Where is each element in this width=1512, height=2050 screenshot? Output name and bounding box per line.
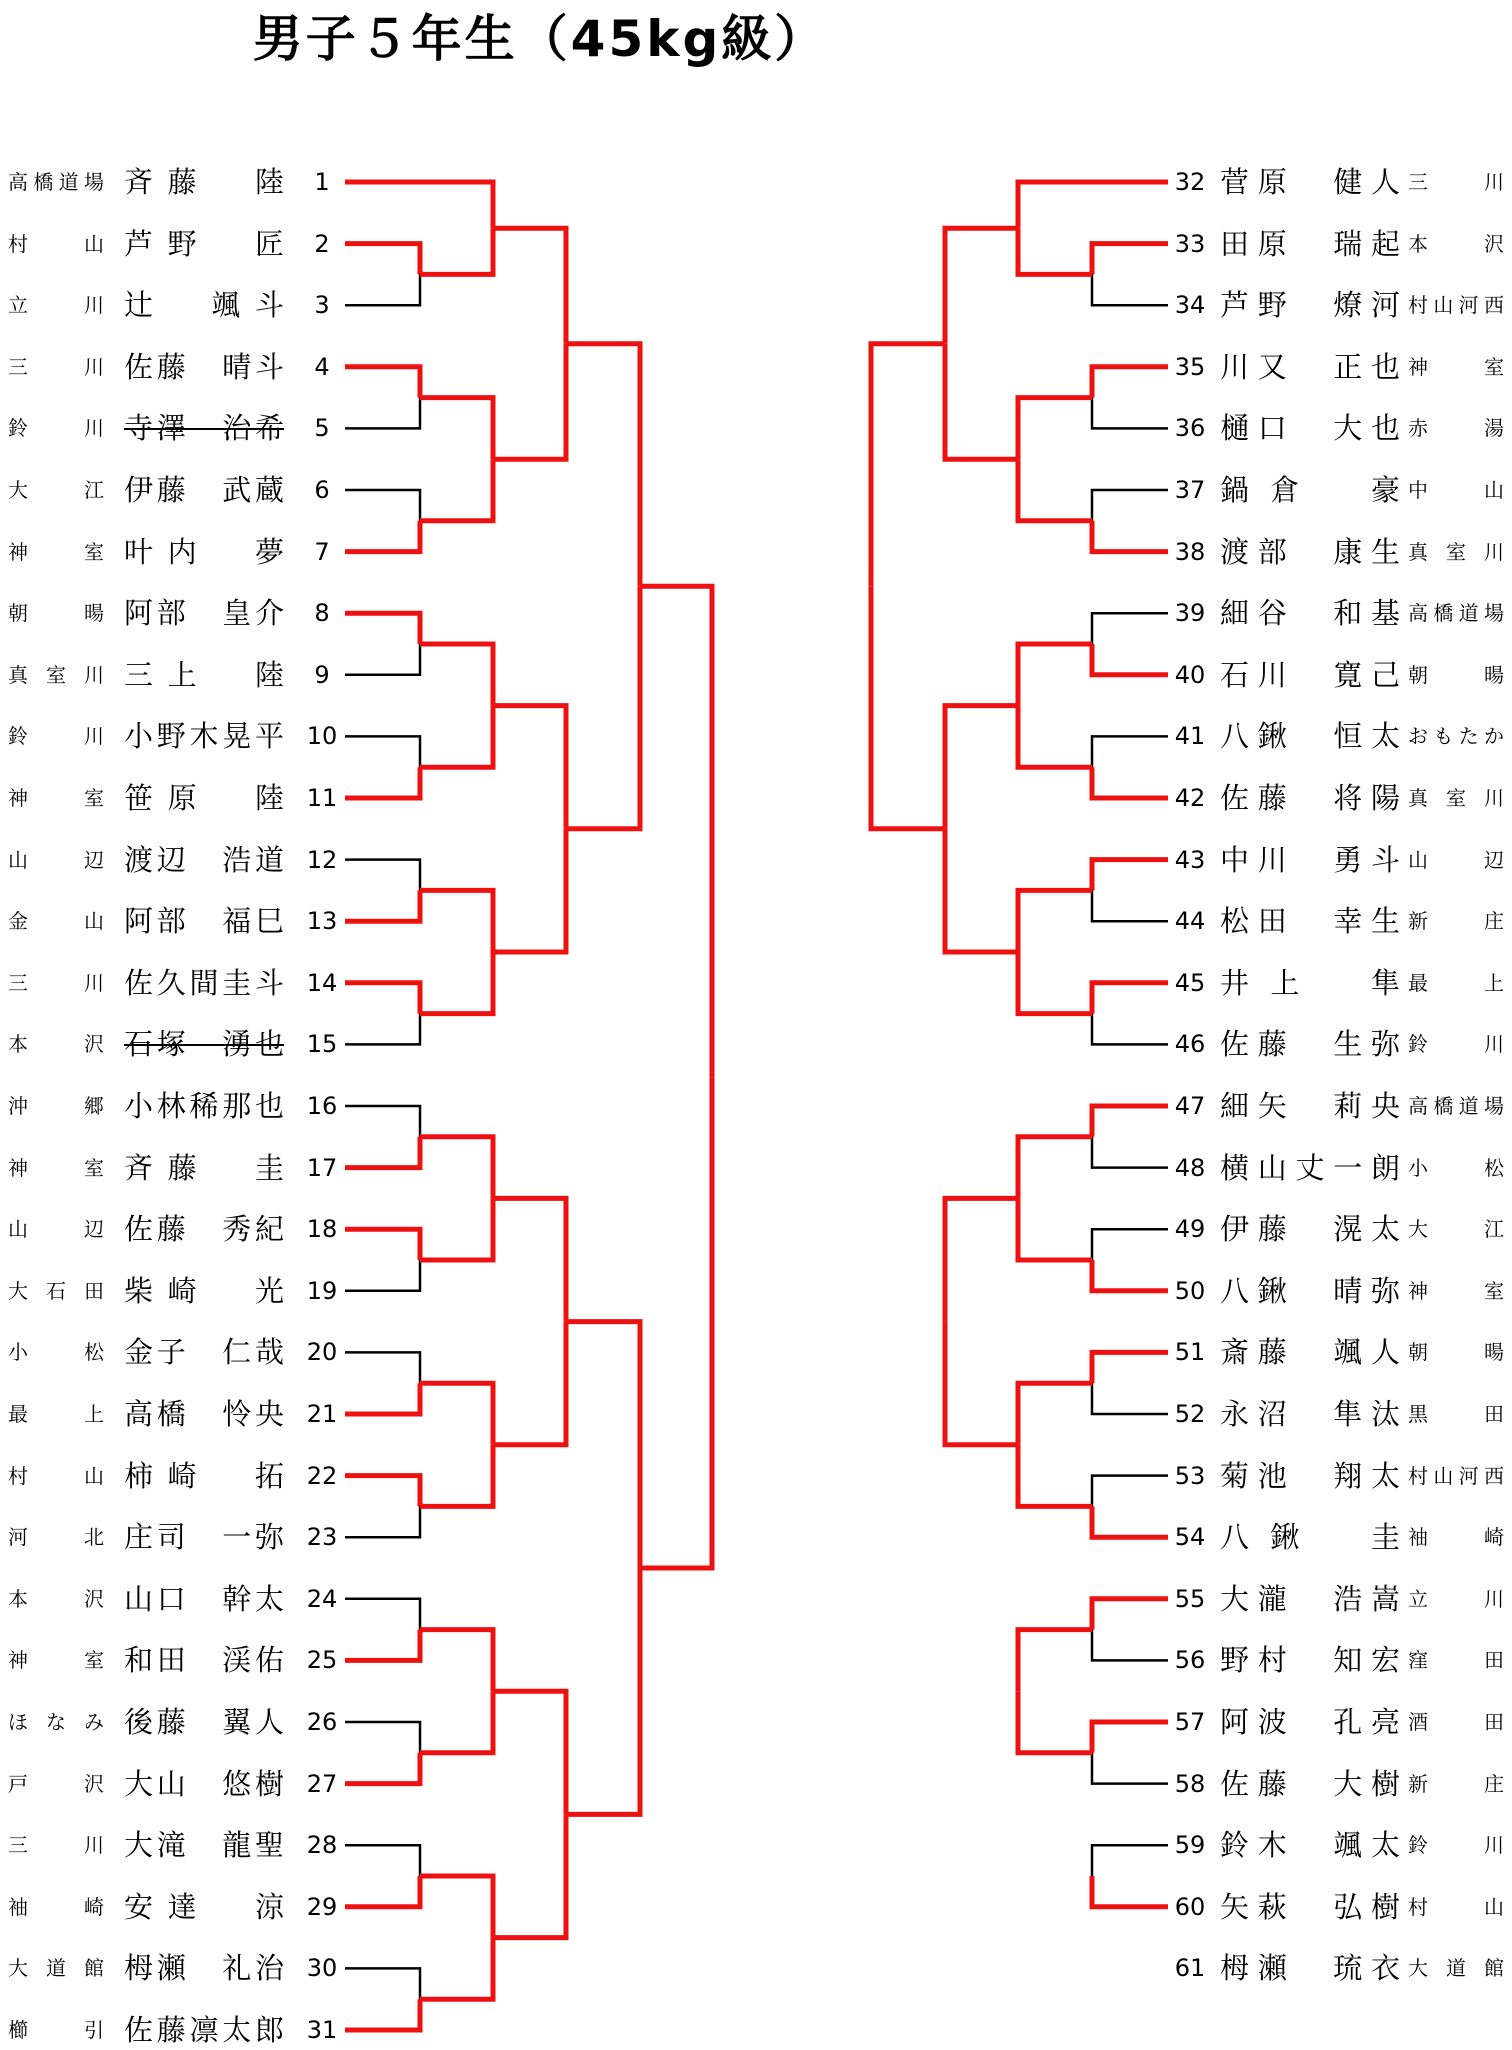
bracket-line bbox=[871, 586, 945, 829]
seed-number: 47 bbox=[1174, 1092, 1206, 1120]
bracket-line bbox=[1018, 228, 1092, 274]
seed-number: 29 bbox=[306, 1892, 338, 1921]
club-name: 河北 bbox=[8, 1525, 104, 1550]
bracket-line bbox=[1092, 1260, 1168, 1291]
club-name: 三川 bbox=[1408, 170, 1504, 194]
club-name: 最上 bbox=[8, 1402, 104, 1426]
bracket-line bbox=[345, 398, 420, 429]
bracket-line bbox=[1092, 1352, 1168, 1383]
seed-number: 37 bbox=[1174, 476, 1206, 504]
bracket-line bbox=[1092, 1137, 1168, 1168]
club-name: 鈴川 bbox=[8, 724, 104, 749]
player-name: 佐藤凛太郎 bbox=[124, 2013, 284, 2047]
seed-number: 24 bbox=[306, 1584, 338, 1613]
player-name: 菅原 健人 bbox=[1220, 165, 1400, 199]
player-name: 佐久間圭斗 bbox=[124, 965, 284, 1000]
club-name: 神室 bbox=[8, 1155, 104, 1180]
player-name: 柴崎 光 bbox=[124, 1273, 284, 1308]
bracket-line bbox=[493, 1691, 566, 1814]
seed-number: 30 bbox=[306, 1954, 338, 1983]
seed-number: 32 bbox=[1174, 168, 1206, 196]
bracket-line bbox=[1092, 767, 1168, 798]
player-name: 安達 涼 bbox=[124, 1889, 284, 1924]
bracket-line bbox=[493, 706, 566, 829]
club-name: 黒田 bbox=[1408, 1402, 1504, 1426]
player-name: 辻 颯斗 bbox=[124, 288, 284, 323]
club-name: 朝暘 bbox=[8, 601, 104, 626]
club-name: ほなみ bbox=[8, 1710, 104, 1734]
club-name: 戸沢 bbox=[8, 1771, 104, 1796]
club-name: 櫛引 bbox=[8, 2018, 104, 2042]
seed-number: 59 bbox=[1174, 1831, 1206, 1860]
seed-number: 38 bbox=[1174, 537, 1206, 566]
bracket-line bbox=[345, 767, 420, 798]
bracket-line bbox=[345, 983, 420, 1014]
bracket-line bbox=[345, 367, 420, 398]
player-name: 高橋 怜央 bbox=[124, 1397, 284, 1431]
player-name: 芦野 燎河 bbox=[1220, 288, 1400, 323]
bracket-line bbox=[1092, 644, 1168, 675]
bracket-line bbox=[345, 1260, 420, 1291]
bracket-line bbox=[945, 1322, 1018, 1445]
bracket-line bbox=[1092, 1229, 1168, 1260]
club-name: 袖崎 bbox=[1408, 1525, 1504, 1550]
bracket-line bbox=[1018, 890, 1092, 952]
player-name: 大瀧 浩嵩 bbox=[1220, 1581, 1400, 1616]
bracket-line bbox=[1018, 459, 1092, 521]
player-name: 三上 陸 bbox=[124, 657, 284, 692]
bracket-line bbox=[345, 521, 420, 552]
seed-number: 52 bbox=[1174, 1400, 1206, 1428]
club-name: 山辺 bbox=[8, 847, 104, 872]
seed-number: 17 bbox=[306, 1153, 338, 1182]
player-name: 後藤 翼人 bbox=[124, 1705, 284, 1739]
player-name: 阿部 皇介 bbox=[124, 596, 284, 631]
player-name: 阿波 孔亮 bbox=[1220, 1705, 1400, 1739]
player-name: 井上 隼 bbox=[1220, 965, 1400, 1000]
seed-number: 49 bbox=[1174, 1215, 1206, 1244]
seed-number: 1 bbox=[314, 168, 330, 196]
bracket-line bbox=[420, 228, 493, 274]
bracket-line bbox=[420, 1630, 493, 1692]
player-name: 金子 仁哉 bbox=[124, 1335, 284, 1370]
seed-number: 16 bbox=[306, 1092, 338, 1120]
bracket-line bbox=[945, 1198, 1018, 1321]
seed-number: 44 bbox=[1174, 907, 1206, 936]
player-name: 佐藤 大樹 bbox=[1220, 1766, 1400, 1801]
club-name: 中山 bbox=[1408, 478, 1504, 502]
player-name: 八鍬 恒太 bbox=[1220, 719, 1400, 754]
bracket-line bbox=[420, 1876, 493, 1938]
bracket-line bbox=[1018, 1691, 1092, 1753]
seed-number: 14 bbox=[306, 968, 338, 997]
club-name: 村山河西 bbox=[1408, 1463, 1504, 1488]
bracket-line bbox=[1018, 398, 1092, 460]
club-name: 小松 bbox=[8, 1340, 104, 1365]
bracket-line bbox=[493, 1198, 566, 1321]
player-name: 伊藤 滉太 bbox=[1220, 1212, 1400, 1247]
bracket-line bbox=[1092, 1876, 1168, 1907]
bracket-line bbox=[420, 1383, 493, 1445]
bracket-line bbox=[1092, 613, 1168, 644]
club-name: 三川 bbox=[8, 970, 104, 995]
bracket-line bbox=[420, 952, 493, 1014]
club-name: 新庄 bbox=[1408, 909, 1504, 934]
seed-number: 34 bbox=[1174, 291, 1206, 320]
club-name: 山辺 bbox=[8, 1217, 104, 1242]
bracket-line bbox=[1092, 736, 1168, 767]
club-name: 赤湯 bbox=[1408, 416, 1504, 441]
bracket-line bbox=[871, 344, 945, 587]
seed-number: 18 bbox=[306, 1215, 338, 1244]
seed-number: 19 bbox=[306, 1276, 338, 1305]
seed-number: 7 bbox=[314, 537, 330, 566]
seed-number: 61 bbox=[1174, 1954, 1206, 1983]
seed-number: 35 bbox=[1174, 352, 1206, 381]
seed-number: 40 bbox=[1174, 660, 1206, 689]
seed-number: 27 bbox=[306, 1769, 338, 1798]
seed-number: 6 bbox=[314, 476, 330, 504]
bracket-line bbox=[345, 1106, 420, 1137]
bracket-line bbox=[945, 706, 1018, 829]
bracket-line bbox=[345, 860, 420, 891]
club-name: 大江 bbox=[1408, 1217, 1504, 1242]
seed-number: 31 bbox=[306, 2016, 338, 2044]
seed-number: 55 bbox=[1174, 1584, 1206, 1613]
bracket-line bbox=[1092, 490, 1168, 521]
bracket-line bbox=[420, 1137, 493, 1199]
bracket-line bbox=[345, 736, 420, 767]
club-name: 村山 bbox=[1408, 1894, 1504, 1919]
player-name: 阿部 福巳 bbox=[124, 904, 284, 939]
club-name: 村山 bbox=[8, 231, 104, 256]
seed-number: 23 bbox=[306, 1523, 338, 1552]
bracket-line bbox=[420, 398, 493, 460]
seed-number: 20 bbox=[306, 1338, 338, 1367]
player-name: 細谷 和基 bbox=[1220, 596, 1400, 631]
club-name: 神室 bbox=[8, 786, 104, 810]
player-name: 永沼 隼汰 bbox=[1220, 1397, 1400, 1431]
seed-number: 12 bbox=[306, 845, 338, 874]
bracket-line bbox=[345, 1137, 420, 1168]
player-name: 中川 勇斗 bbox=[1220, 842, 1400, 877]
player-name: 柿崎 拓 bbox=[124, 1458, 284, 1493]
club-name: 神室 bbox=[1408, 1278, 1504, 1303]
club-name: 沖郷 bbox=[8, 1094, 104, 1118]
player-name: 伊藤 武蔵 bbox=[124, 473, 284, 507]
seed-number: 36 bbox=[1174, 414, 1206, 443]
bracket-line bbox=[1092, 1476, 1168, 1507]
bracket-line bbox=[420, 890, 493, 952]
seed-number: 25 bbox=[306, 1646, 338, 1675]
bracket-line bbox=[1018, 1445, 1092, 1507]
bracket-line bbox=[1092, 1753, 1168, 1784]
seed-number: 50 bbox=[1174, 1276, 1206, 1305]
bracket-line bbox=[345, 1352, 420, 1383]
club-name: 小松 bbox=[1408, 1155, 1504, 1180]
player-name: 野村 知宏 bbox=[1220, 1643, 1400, 1678]
club-name: 本沢 bbox=[8, 1586, 104, 1611]
bracket-line bbox=[420, 1198, 493, 1260]
seed-number: 22 bbox=[306, 1461, 338, 1490]
bracket-line bbox=[345, 1630, 420, 1661]
club-name: 袖崎 bbox=[8, 1894, 104, 1919]
seed-number: 41 bbox=[1174, 722, 1206, 751]
seed-number: 10 bbox=[306, 722, 338, 751]
seed-number: 2 bbox=[314, 229, 330, 258]
seed-number: 48 bbox=[1174, 1153, 1206, 1182]
player-name: 大滝 龍聖 bbox=[124, 1828, 284, 1863]
bracket-line bbox=[1018, 706, 1092, 768]
bracket-line bbox=[1092, 1722, 1168, 1753]
player-name: 渡辺 浩道 bbox=[124, 842, 284, 877]
player-name: 鈴木 颯太 bbox=[1220, 1828, 1400, 1863]
player-name: 田原 瑞起 bbox=[1220, 226, 1400, 261]
bracket-line bbox=[945, 829, 1018, 952]
player-name: 佐藤 晴斗 bbox=[124, 349, 284, 384]
player-name: 和田 渓佑 bbox=[124, 1643, 284, 1678]
club-name: おもたか bbox=[1408, 724, 1504, 749]
bracket-line bbox=[345, 490, 420, 521]
bracket-line bbox=[1018, 644, 1092, 706]
club-name: 神室 bbox=[8, 1648, 104, 1673]
club-name: 朝暘 bbox=[1408, 1340, 1504, 1365]
bracket-line bbox=[1018, 1383, 1092, 1445]
seed-number: 51 bbox=[1174, 1338, 1206, 1367]
player-name: 斉藤 圭 bbox=[124, 1150, 284, 1185]
club-name: 神室 bbox=[1408, 354, 1504, 379]
club-name: 本沢 bbox=[8, 1032, 104, 1057]
player-name: 八鍬 晴弥 bbox=[1220, 1273, 1400, 1308]
player-name: 矢萩 弘樹 bbox=[1220, 1889, 1400, 1924]
club-name: 真室川 bbox=[8, 662, 104, 687]
bracket-line bbox=[345, 1876, 420, 1907]
club-name: 本沢 bbox=[1408, 231, 1504, 256]
bracket-line bbox=[1092, 890, 1168, 921]
seed-number: 39 bbox=[1174, 599, 1206, 628]
club-name: 新庄 bbox=[1408, 1771, 1504, 1796]
bracket-line bbox=[1092, 1506, 1168, 1537]
bracket-line bbox=[1018, 1137, 1092, 1199]
player-name: 石川 寛己 bbox=[1220, 657, 1400, 692]
club-name: 窪田 bbox=[1408, 1648, 1504, 1673]
club-name: 金山 bbox=[8, 909, 104, 934]
bracket-line bbox=[1092, 1845, 1168, 1876]
bracket-line bbox=[345, 1999, 420, 2030]
player-name: 笹原 陸 bbox=[124, 781, 284, 815]
club-name: 三川 bbox=[8, 1833, 104, 1858]
bracket-line bbox=[345, 1506, 420, 1537]
player-name: 松田 幸生 bbox=[1220, 904, 1400, 939]
seed-number: 57 bbox=[1174, 1708, 1206, 1736]
bracket-line bbox=[1018, 1198, 1092, 1260]
bracket-line bbox=[1092, 983, 1168, 1014]
bracket-line bbox=[1092, 1599, 1168, 1630]
player-name: 叶内 夢 bbox=[124, 534, 284, 569]
bracket-line bbox=[345, 244, 420, 275]
bracket-line bbox=[493, 344, 566, 460]
player-name: 斎藤 颯人 bbox=[1220, 1335, 1400, 1370]
bracket-line bbox=[1092, 367, 1168, 398]
bracket-line bbox=[566, 1322, 640, 1568]
bracket-line bbox=[1092, 274, 1168, 305]
seed-number: 13 bbox=[306, 907, 338, 936]
player-name: 芦野 匠 bbox=[124, 226, 284, 261]
bracket-title: 男子５年生（45kg級） bbox=[252, 10, 828, 68]
bracket-line bbox=[1092, 244, 1168, 275]
player-name: 菊池 翔太 bbox=[1220, 1458, 1400, 1493]
bracket-line bbox=[345, 613, 420, 644]
bracket-line bbox=[345, 1968, 420, 1999]
seed-number: 60 bbox=[1174, 1892, 1206, 1921]
club-name: 立川 bbox=[1408, 1586, 1504, 1611]
club-name: 朝暘 bbox=[1408, 662, 1504, 687]
club-name: 酒田 bbox=[1408, 1710, 1504, 1734]
club-name: 高橋道場 bbox=[1408, 1094, 1504, 1118]
bracket-line bbox=[493, 228, 566, 344]
player-name: 八鍬 圭 bbox=[1220, 1520, 1400, 1555]
club-name: 最上 bbox=[1408, 970, 1504, 995]
seed-number: 21 bbox=[306, 1400, 338, 1428]
player-name: 横山丈一朗 bbox=[1220, 1150, 1400, 1185]
player-name: 寺澤 治希 bbox=[124, 411, 284, 446]
bracket-line bbox=[1092, 398, 1168, 429]
seed-number: 11 bbox=[306, 784, 338, 812]
player-name: 渡部 康生 bbox=[1220, 534, 1400, 569]
seed-number: 5 bbox=[314, 414, 330, 443]
seed-number: 56 bbox=[1174, 1646, 1206, 1675]
seed-number: 45 bbox=[1174, 968, 1206, 997]
seed-number: 58 bbox=[1174, 1769, 1206, 1798]
seed-number: 4 bbox=[314, 352, 330, 381]
club-name: 神室 bbox=[8, 539, 104, 564]
bracket-line bbox=[420, 706, 493, 768]
player-name: 大山 悠樹 bbox=[124, 1766, 284, 1801]
seed-number: 46 bbox=[1174, 1030, 1206, 1059]
bracket-line bbox=[1092, 1383, 1168, 1414]
club-name: 真室川 bbox=[1408, 539, 1504, 564]
bracket-line bbox=[493, 829, 566, 952]
bracket-line bbox=[1092, 1106, 1168, 1137]
club-name: 高橋道場 bbox=[8, 170, 104, 194]
player-name: 川又 正也 bbox=[1220, 349, 1400, 384]
club-name: 山辺 bbox=[1408, 847, 1504, 872]
club-name: 鈴川 bbox=[8, 416, 104, 441]
player-name: 小野木晃平 bbox=[124, 719, 284, 754]
bracket-line bbox=[345, 1229, 420, 1260]
bracket-line bbox=[345, 274, 420, 305]
player-name: 庄司 一弥 bbox=[124, 1520, 284, 1555]
player-name: 石塚 湧也 bbox=[124, 1027, 284, 1062]
club-name: 大道館 bbox=[1408, 1956, 1504, 1981]
bracket-line bbox=[1018, 952, 1092, 1014]
bracket-line bbox=[566, 586, 640, 829]
seed-number: 28 bbox=[306, 1831, 338, 1860]
seed-number: 26 bbox=[306, 1708, 338, 1736]
bracket-line bbox=[945, 344, 1018, 460]
club-name: 三川 bbox=[8, 354, 104, 379]
club-name: 大石田 bbox=[8, 1278, 104, 1303]
bracket-line bbox=[493, 1322, 566, 1445]
bracket-line bbox=[345, 1476, 420, 1507]
bracket-line bbox=[640, 1077, 712, 1568]
player-name: 佐藤 秀紀 bbox=[124, 1212, 284, 1247]
bracket-line bbox=[345, 182, 493, 228]
player-name: 樋口 大也 bbox=[1220, 411, 1400, 446]
bracket-line bbox=[945, 228, 1018, 344]
bracket-line bbox=[1092, 1014, 1168, 1045]
seed-number: 3 bbox=[314, 291, 330, 320]
bracket-line bbox=[345, 1845, 420, 1876]
club-name: 村山河西 bbox=[1408, 293, 1504, 318]
bracket-line bbox=[1092, 521, 1168, 552]
seed-number: 53 bbox=[1174, 1461, 1206, 1490]
bracket-line bbox=[420, 1691, 493, 1753]
seed-number: 9 bbox=[314, 660, 330, 689]
bracket-line bbox=[345, 1753, 420, 1784]
bracket-line bbox=[1092, 860, 1168, 891]
seed-number: 15 bbox=[306, 1030, 338, 1059]
seed-number: 43 bbox=[1174, 845, 1206, 874]
club-name: 立川 bbox=[8, 293, 104, 318]
bracket-line bbox=[493, 1814, 566, 1937]
player-name: 栂瀬 礼治 bbox=[124, 1951, 284, 1986]
player-name: 佐藤 生弥 bbox=[1220, 1027, 1400, 1062]
bracket-line bbox=[640, 586, 712, 1077]
player-name: 細矢 莉央 bbox=[1220, 1089, 1400, 1123]
seed-number: 33 bbox=[1174, 229, 1206, 258]
club-name: 鈴川 bbox=[1408, 1833, 1504, 1858]
bracket-line bbox=[1018, 1630, 1092, 1692]
bracket-line bbox=[345, 1599, 420, 1630]
player-name: 小林稀那也 bbox=[124, 1089, 284, 1123]
bracket-line bbox=[420, 644, 493, 706]
bracket-line bbox=[345, 1014, 420, 1045]
bracket-line bbox=[345, 644, 420, 675]
bracket-line bbox=[566, 1568, 640, 1814]
bracket-line bbox=[566, 344, 640, 587]
club-name: 高橋道場 bbox=[1408, 601, 1504, 626]
player-name: 栂瀬 琉衣 bbox=[1220, 1951, 1400, 1986]
player-name: 山口 幹太 bbox=[124, 1581, 284, 1616]
club-name: 鈴川 bbox=[1408, 1032, 1504, 1057]
bracket-line bbox=[1018, 182, 1168, 228]
bracket-line bbox=[420, 1938, 493, 2000]
player-name: 鍋倉 豪 bbox=[1220, 473, 1400, 507]
bracket-line bbox=[345, 1383, 420, 1414]
seed-number: 42 bbox=[1174, 784, 1206, 812]
club-name: 真室川 bbox=[1408, 786, 1504, 810]
seed-number: 8 bbox=[314, 599, 330, 628]
player-name: 佐藤 将陽 bbox=[1220, 781, 1400, 815]
bracket-line bbox=[345, 1722, 420, 1753]
bracket-line bbox=[1092, 1630, 1168, 1661]
club-name: 大道館 bbox=[8, 1956, 104, 1981]
player-name: 斉藤 陸 bbox=[124, 165, 284, 199]
bracket-line bbox=[420, 459, 493, 521]
seed-number: 54 bbox=[1174, 1523, 1206, 1552]
bracket-line bbox=[420, 1445, 493, 1507]
club-name: 村山 bbox=[8, 1463, 104, 1488]
club-name: 大江 bbox=[8, 478, 104, 502]
bracket-line bbox=[345, 890, 420, 921]
